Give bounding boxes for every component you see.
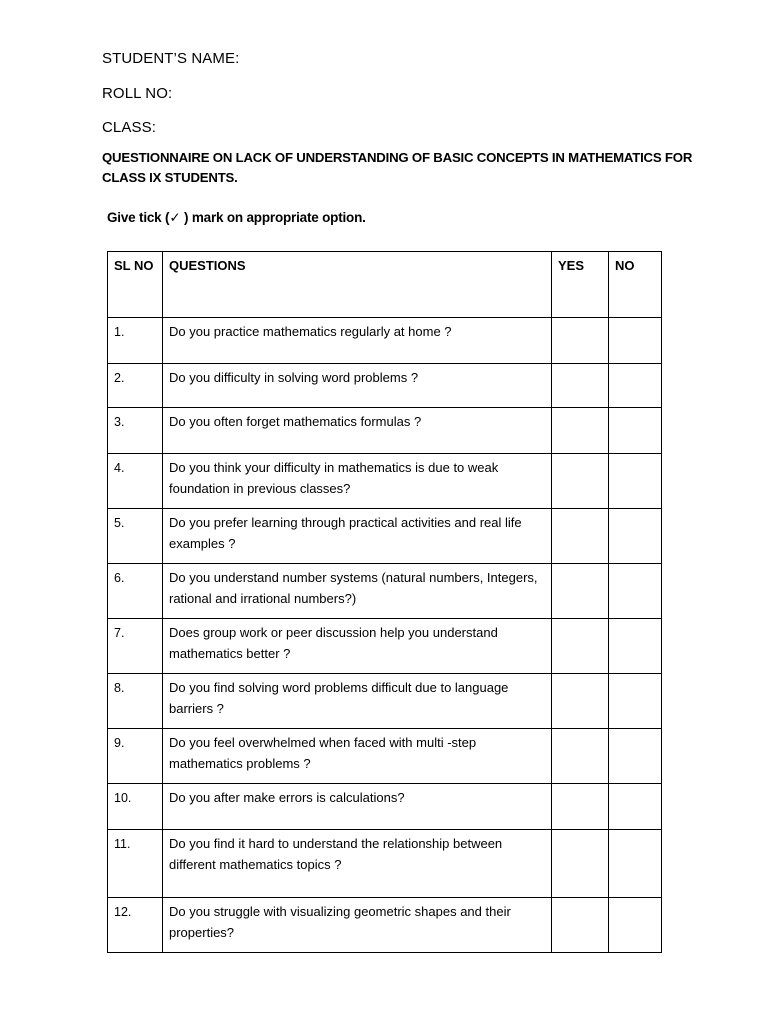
yes-cell[interactable] [552,318,609,364]
no-cell[interactable] [609,564,662,619]
question-text: Do you difficulty in solving word problems ? [163,364,552,408]
row-number: 12. [108,898,163,953]
question-text: Do you prefer learning through practical activities and real life examples ? [163,509,552,564]
table-row [108,619,662,674]
column-header-no: NO [609,252,662,318]
table-row [108,509,662,564]
question-text: Do you find solving word problems difficult due to language barriers ? [163,674,552,729]
question-text: Do you after make errors is calculations? [163,784,552,830]
column-header-questions: QUESTIONS [163,252,552,318]
row-number: 5. [108,509,163,564]
yes-cell[interactable] [552,564,609,619]
question-text: Do you struggle with visualizing geometric shapes and their properties? [163,898,552,953]
row-number: 11. [108,830,163,898]
table-row [108,898,662,953]
question-text: Do you practice mathematics regularly at home ? [163,318,552,364]
table-row [108,454,662,509]
table-row [108,674,662,729]
yes-cell[interactable] [552,729,609,784]
row-number: 2. [108,364,163,408]
yes-cell[interactable] [552,830,609,898]
row-number: 3. [108,408,163,454]
column-header-sl-no: SL NO [108,252,163,318]
questionnaire-table [107,251,662,953]
table-row [108,364,662,408]
instruction-text: Give tick (✓ ) mark on appropriate option. [107,210,366,225]
class-label: CLASS: [102,119,156,136]
no-cell[interactable] [609,784,662,830]
row-number: 4. [108,454,163,509]
no-cell[interactable] [609,364,662,408]
table-row [108,318,662,364]
table-row [108,564,662,619]
table-header-row [108,252,662,318]
no-cell[interactable] [609,619,662,674]
no-cell[interactable] [609,830,662,898]
question-text: Do you feel overwhelmed when faced with multi -step mathematics problems ? [163,729,552,784]
row-number: 8. [108,674,163,729]
table-row [108,830,662,898]
yes-cell[interactable] [552,509,609,564]
yes-cell[interactable] [552,674,609,729]
yes-cell[interactable] [552,784,609,830]
table-row [108,729,662,784]
row-number: 1. [108,318,163,364]
no-cell[interactable] [609,408,662,454]
row-number: 6. [108,564,163,619]
questionnaire-title: QUESTIONNAIRE ON LACK OF UNDERSTANDING OF BASIC CONCEPTS IN MATHEMATICS FOR CLASS IX STUDENTS. [102,150,693,185]
yes-cell[interactable] [552,364,609,408]
yes-cell[interactable] [552,898,609,953]
column-header-yes: YES [552,252,609,318]
question-text: Do you find it hard to understand the relationship between different mathematics topics ? [163,830,552,898]
question-text: Do you often forget mathematics formulas ? [163,408,552,454]
question-text: Do you understand number systems (natural numbers, Integers, rational and irrational numbers?) [163,564,552,619]
no-cell[interactable] [609,454,662,509]
student-name-label: STUDENT’S NAME: [102,50,240,67]
table-row [108,784,662,830]
roll-no-label: ROLL NO: [102,85,173,102]
no-cell[interactable] [609,729,662,784]
no-cell[interactable] [609,898,662,953]
question-text: Do you think your difficulty in mathematics is due to weak foundation in previous classes? [163,454,552,509]
no-cell[interactable] [609,674,662,729]
table-row [108,408,662,454]
row-number: 9. [108,729,163,784]
row-number: 10. [108,784,163,830]
yes-cell[interactable] [552,454,609,509]
row-number: 7. [108,619,163,674]
yes-cell[interactable] [552,408,609,454]
no-cell[interactable] [609,509,662,564]
question-text: Does group work or peer discussion help you understand mathematics better ? [163,619,552,674]
yes-cell[interactable] [552,619,609,674]
no-cell[interactable] [609,318,662,364]
